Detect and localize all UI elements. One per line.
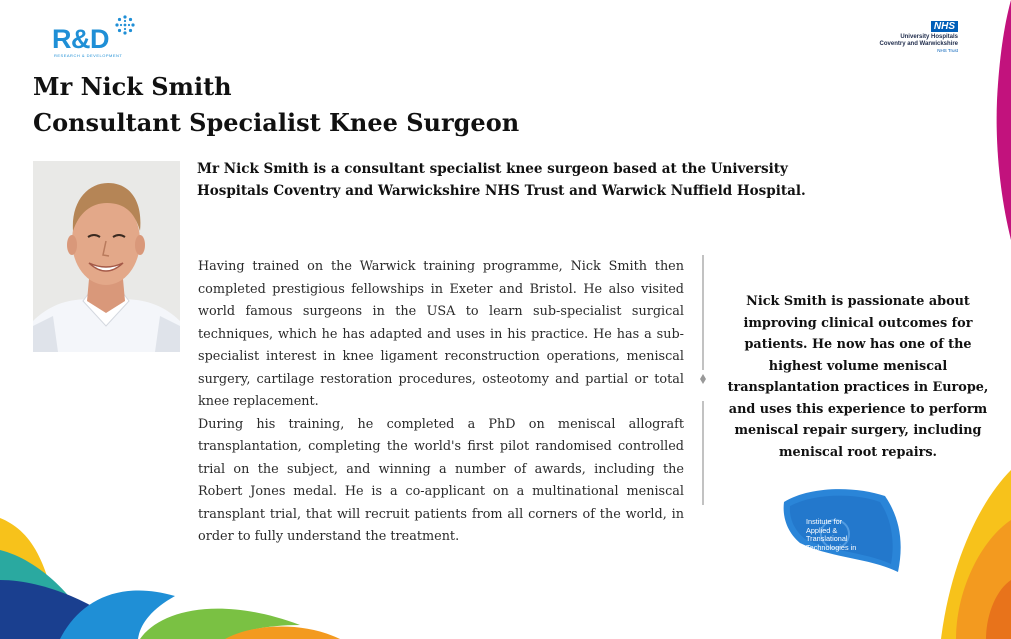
institute-logo-text <box>806 518 876 561</box>
nhs-logo <box>838 16 958 56</box>
profile-quote: Nick Smith is passionate about improving clinical outcomes for patients. He now has one of the highest volume meniscal transplantation practices in Europe, and uses this experience to perform meniscal repair surgery, including meniscal root repairs. <box>727 294 989 460</box>
diamond-divider-icon <box>697 255 709 505</box>
profile-name: Mr Nick Smith <box>33 72 232 101</box>
rd-logo <box>52 14 142 58</box>
institute-line-4: Surgery <box>806 551 832 560</box>
institute-logo <box>780 488 905 574</box>
decorative-shapes-bottom-right <box>901 470 1011 639</box>
portrait-photo <box>33 161 180 352</box>
nhs-line-1: University Hospitals <box>900 34 958 40</box>
institute-line-1: Institute for <box>806 517 843 526</box>
institute-line-2: Applied & Translational <box>806 525 848 543</box>
nhs-badge: NHS <box>931 21 958 32</box>
decorative-arc-right <box>971 0 1011 240</box>
rd-logo-subtitle: RESEARCH & DEVELOPMENT <box>54 53 123 58</box>
dots-icon <box>114 14 136 36</box>
institute-line-3: Technologies in <box>806 542 857 552</box>
profile-role: Consultant Specialist Knee Surgeon <box>33 108 520 137</box>
rd-logo-text: R&D <box>52 24 109 54</box>
nhs-line-2: Coventry and Warwickshire <box>879 41 958 47</box>
body-paragraph-2: During his training, he completed a PhD on meniscal allograft transplantation, completing the world's first pilot randomised controlled trial on the subject, and winning a number of awards, including the Robert Jones medal. He is a co-applicant on a multinational meniscal transplant trial, that will recruit patients from all corners of the world, in order to fully understand the treatment. <box>198 416 684 544</box>
nhs-trust: NHS Trust <box>937 48 958 53</box>
profile-body <box>198 256 684 549</box>
body-paragraph-1: Having trained on the Warwick training programme, Nick Smith then completed prestigious fellowships in Exeter and Bristol. He also visited world famous surgeons in the USA to learn sub-specialist surgical techniques, which he has adapted and uses in his practice. He has a sub-specialist interest in knee ligament reconstruction operations, meniscal surgery, cartilage restoration procedures, osteotomy and partial or total knee replacement. <box>198 259 684 409</box>
profile-intro: Mr Nick Smith is a consultant specialist knee surgeon based at the University Hospitals Coventry and Warwickshire NHS Trust and Warwick Nuffield Hospital. <box>197 161 806 199</box>
